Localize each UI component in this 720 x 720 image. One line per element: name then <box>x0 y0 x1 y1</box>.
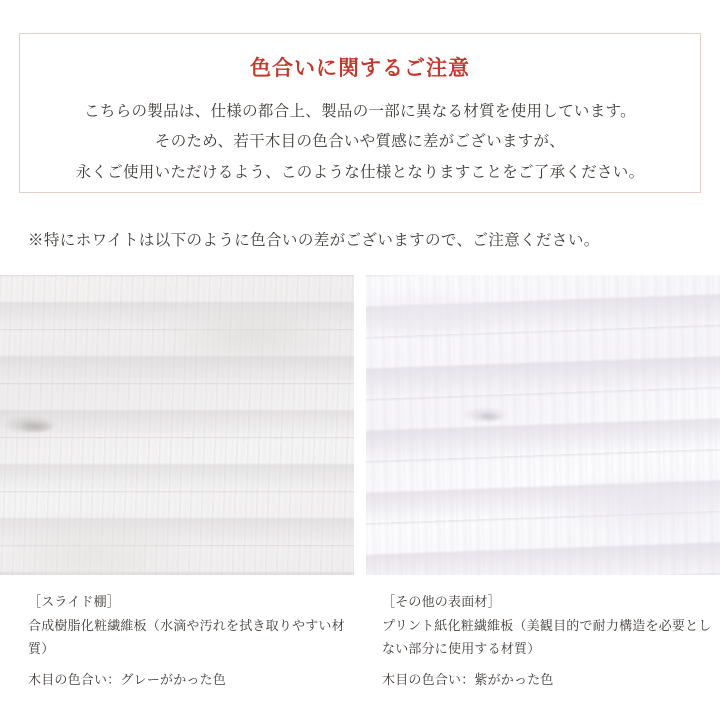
swatch-item-left <box>0 275 354 691</box>
notice-line-2: そのため、若干木目の色合いや質感に差がございますが、 <box>154 133 566 151</box>
notice-body <box>76 97 645 188</box>
gray-tinted-white-woodgrain-photo <box>0 275 354 575</box>
swatch-caption-right <box>366 575 720 691</box>
swatch-title-right: ［その他の表面材］ <box>382 594 501 609</box>
color-notice-box <box>19 33 701 193</box>
swatch-description-left: 合成樹脂化粧繊維板（水滴や汚れを拭き取りやすい材質） <box>28 618 345 656</box>
white-color-subnote: ※特にホワイトは以下のように色合いの差がございますので、ご注意ください。 <box>28 232 600 249</box>
swatch-description-right: プリント紙化粧繊維板（美観目的で耐力構造を必要としない部分に使用する材質） <box>382 618 712 656</box>
swatch-comparison <box>0 275 720 691</box>
notice-line-1: こちらの製品は、仕様の都合上、製品の一部に異なる材質を使用しています。 <box>84 103 636 121</box>
swatch-title-left: ［スライド棚］ <box>28 594 121 609</box>
swatch-tone-left: 木目の色合い：グレーがかった色 <box>28 672 227 688</box>
swatch-tone-right: 木目の色合い：紫がかった色 <box>382 672 554 688</box>
swatch-item-right <box>366 275 720 691</box>
swatch-caption-left <box>0 575 354 691</box>
notice-title: 色合いに関するご注意 <box>250 57 470 80</box>
purple-tinted-white-woodgrain-photo <box>366 275 720 575</box>
notice-line-3: 永くご使用いただけるよう、このような仕様となりますことをご了承ください。 <box>75 163 645 181</box>
